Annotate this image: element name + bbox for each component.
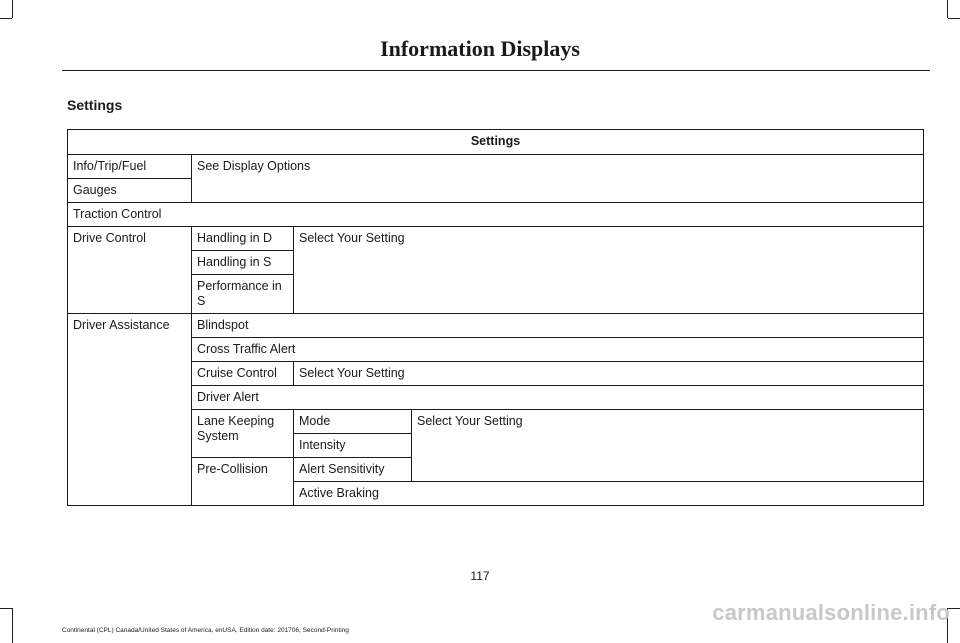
table-row [68, 362, 924, 386]
cell-cross-traffic-alert: Cross Traffic Alert [192, 338, 924, 362]
settings-table [67, 129, 924, 506]
table-row [68, 130, 924, 155]
crop-mark-bottom-left-v [12, 608, 13, 643]
page-number: 117 [470, 569, 490, 583]
cell-driver-alert: Driver Alert [192, 386, 924, 410]
header-rule [62, 70, 930, 71]
cell-select-your-setting-lane: Select Your Setting [412, 410, 924, 482]
cell-mode: Mode [294, 410, 412, 434]
crop-mark-top-right-h [948, 18, 960, 19]
crop-mark-bottom-left-h [0, 608, 12, 609]
cell-active-braking: Active Braking [294, 482, 924, 506]
cell-select-your-setting-cruise: Select Your Setting [294, 362, 924, 386]
crop-mark-top-right-v [947, 0, 948, 18]
cell-blindspot: Blindspot [192, 314, 924, 338]
cell-performance-in-s: Performance in S [192, 275, 294, 314]
cell-intensity: Intensity [294, 434, 412, 458]
watermark: carmanualsonline.info [712, 600, 950, 625]
cell-lane-keeping-system: Lane Keeping System [192, 410, 294, 458]
cell-info-trip-fuel: Info/Trip/Fuel [68, 155, 192, 179]
section-heading: Settings [67, 97, 123, 113]
cell-alert-sensitivity: Alert Sensitivity [294, 458, 412, 482]
cell-see-display-options: See Display Options [192, 155, 924, 203]
table-row [68, 314, 924, 338]
crop-mark-top-left-v [12, 0, 13, 18]
table-row [68, 155, 924, 179]
crop-mark-top-left-h [0, 18, 12, 19]
table-row [68, 386, 924, 410]
cell-select-your-setting-drive: Select Your Setting [294, 227, 924, 314]
cell-driver-assistance: Driver Assistance [68, 314, 192, 506]
cell-handling-in-d: Handling in D [192, 227, 294, 251]
cell-handling-in-s: Handling in S [192, 251, 294, 275]
table-row [68, 338, 924, 362]
cell-gauges: Gauges [68, 179, 192, 203]
cell-pre-collision: Pre-Collision [192, 458, 294, 506]
table-row [68, 227, 924, 251]
table-row [68, 203, 924, 227]
cell-traction-control: Traction Control [68, 203, 924, 227]
cell-drive-control: Drive Control [68, 227, 192, 314]
page-header-title: Information Displays [380, 36, 580, 61]
footer-edition-text: Continental (CPL) Canada/United States of America, enUSA, Edition date: 201706, Second-Printing [62, 627, 349, 634]
cell-cruise-control: Cruise Control [192, 362, 294, 386]
table-row [68, 410, 924, 434]
table-caption: Settings [68, 130, 924, 155]
